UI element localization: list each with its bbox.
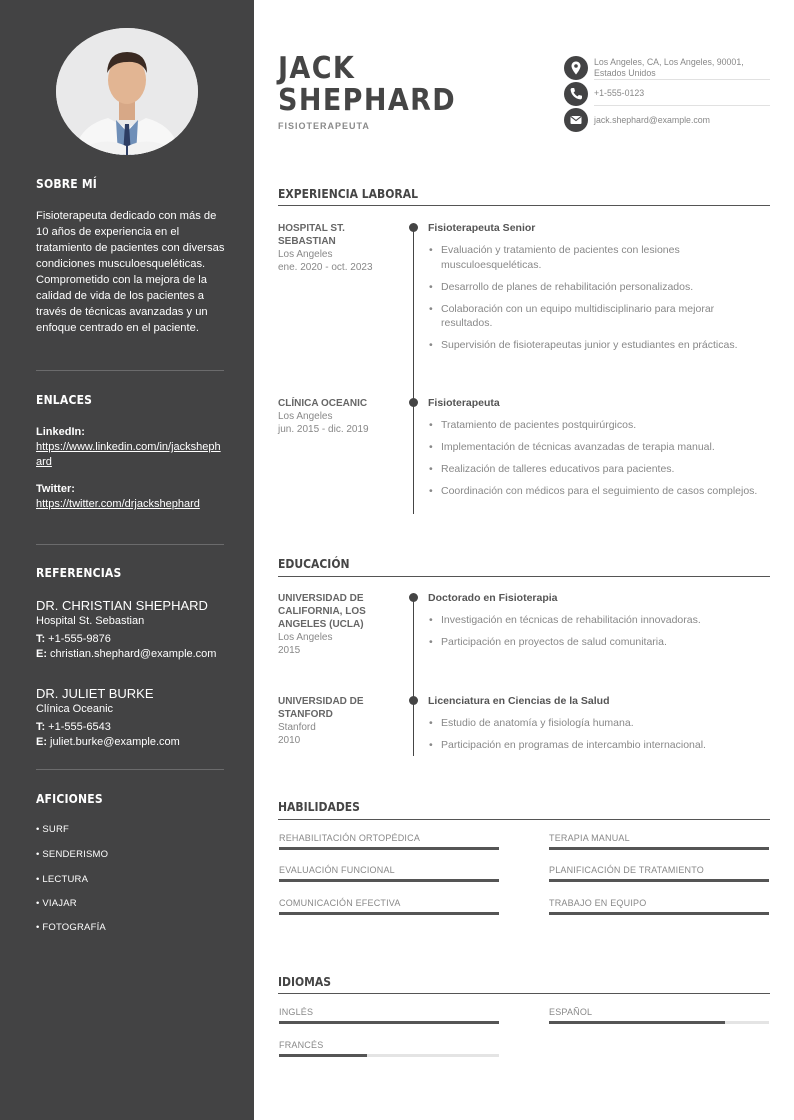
hobby-item: • VIAJAR — [36, 898, 77, 909]
contact-divider — [594, 105, 770, 106]
hobbies-title: AFICIONES — [36, 792, 103, 806]
list-item: • Supervisión de fisioterapeutas junior y estudiantes en prácticas. — [428, 338, 768, 353]
phone-text[interactable]: +1-555-0123 — [594, 88, 645, 98]
references-title: REFERENCIAS — [36, 566, 122, 580]
avatar-portrait-icon — [56, 28, 198, 155]
section-divider — [278, 819, 770, 820]
link-label: Twitter: — [36, 483, 75, 495]
experience-item — [428, 222, 768, 360]
skill-bar — [549, 912, 769, 915]
about-text: Fisioterapeuta dedicado con más de 10 años de experiencia en el tratamiento de pacientes con diversas condiciones musculoesqueléticas. Comprometido con la mejora de la calidad de vida de los pacientes a través de técnicas avanzadas y un enfoque centrado en el paciente. — [36, 210, 225, 334]
link-label: LinkedIn: — [36, 426, 85, 438]
phone-icon — [564, 82, 588, 106]
reference-company: Hospital St. Sebastian — [36, 615, 145, 627]
experience-title: EXPERIENCIA LABORAL — [278, 187, 418, 201]
list-item: • Estudio de anatomía y fisiología humana. — [428, 716, 768, 731]
skill-label: EVALUACIÓN FUNCIONAL — [279, 865, 395, 875]
reference-name: DR. JULIET BURKE — [36, 686, 154, 701]
link-linkedin — [36, 424, 226, 470]
sidebar-divider — [36, 769, 224, 770]
education-degree: Doctorado en Fisioterapia — [428, 592, 558, 604]
experience-timeline — [413, 228, 414, 514]
sidebar — [0, 0, 254, 1120]
skill-item — [549, 833, 769, 850]
reference-item — [36, 597, 226, 662]
language-item — [279, 1040, 499, 1057]
hobby-item: • FOTOGRAFÍA — [36, 922, 106, 933]
language-item — [549, 1007, 769, 1024]
education-org: UNIVERSIDAD DE STANFORD Stanford 2010 — [278, 696, 364, 746]
language-item — [279, 1007, 499, 1024]
linkedin-link[interactable]: https://www.linkedin.com/in/jackshephard — [36, 441, 221, 468]
email-text[interactable]: jack.shephard@example.com — [594, 115, 711, 125]
list-item: • Realización de talleres educativos para pacientes. — [428, 462, 768, 477]
about-title: SOBRE MÍ — [36, 177, 97, 191]
education-timeline — [413, 598, 414, 756]
job-title: FISIOTERAPEUTA — [278, 121, 370, 131]
list-item: • Implementación de técnicas avanzadas de terapia manual. — [428, 440, 768, 455]
timeline-dot — [409, 223, 418, 232]
skill-label: REHABILITACIÓN ORTOPÉDICA — [279, 833, 421, 843]
skill-bar — [549, 847, 769, 850]
links-title: ENLACES — [36, 393, 93, 407]
twitter-link[interactable]: https://twitter.com/drjackshephard — [36, 498, 200, 510]
education-item — [428, 592, 768, 657]
experience-org: CLÍNICA OCEANIC Los Angeles jun. 2015 - dic. 2019 — [278, 398, 369, 435]
reference-phone: T: +1-555-9876 — [36, 633, 111, 645]
language-bar — [279, 1054, 499, 1057]
language-label: FRANCÉS — [279, 1040, 324, 1050]
reference-email: E: juliet.burke@example.com — [36, 736, 180, 748]
skill-item — [279, 833, 499, 850]
education-item — [428, 695, 768, 760]
reference-email: E: christian.shephard@example.com — [36, 648, 217, 660]
skill-label: TRABAJO EN EQUIPO — [549, 898, 647, 908]
list-item: • Evaluación y tratamiento de pacientes con lesiones musculoesqueléticas. — [428, 243, 768, 272]
hobby-item: • LECTURA — [36, 874, 89, 885]
timeline-dot — [409, 696, 418, 705]
full-name: JACK SHEPHARD — [278, 51, 457, 118]
reference-phone: T: +1-555-6543 — [36, 721, 111, 733]
location-icon — [564, 56, 588, 80]
list-item: • Desarrollo de planes de rehabilitación personalizados. — [428, 280, 768, 295]
languages-title: IDIOMAS — [278, 975, 332, 989]
section-divider — [278, 993, 770, 994]
experience-org: HOSPITAL ST. SEBASTIAN Los Angeles ene. 2020 - oct. 2023 — [278, 223, 373, 273]
skill-item — [279, 865, 499, 882]
timeline-dot — [409, 398, 418, 407]
skill-bar — [279, 912, 499, 915]
skill-label: TERAPIA MANUAL — [549, 833, 630, 843]
list-item: • Participación en programas de intercambio internacional. — [428, 738, 768, 753]
language-label: INGLÉS — [279, 1007, 314, 1017]
contact-divider — [594, 79, 770, 80]
reference-item — [36, 685, 226, 750]
experience-role: Fisioterapeuta — [428, 397, 500, 409]
education-degree: Licenciatura en Ciencias de la Salud — [428, 695, 610, 707]
skills-title: HABILIDADES — [278, 800, 360, 814]
hobby-item: • SENDERISMO — [36, 849, 109, 860]
hobby-item: • SURF — [36, 824, 70, 835]
address-text: Los Angeles, CA, Los Angeles, 90001, Estados Unidos — [594, 57, 744, 78]
experience-role: Fisioterapeuta Senior — [428, 222, 536, 234]
section-divider — [278, 205, 770, 206]
email-icon — [564, 108, 588, 132]
education-org: UNIVERSIDAD DE CALIFORNIA, LOS ANGELES (UCLA) Los Angeles 2015 — [278, 593, 366, 656]
link-twitter — [36, 481, 226, 512]
skill-item — [549, 898, 769, 915]
timeline-dot — [409, 593, 418, 602]
language-bar — [549, 1021, 769, 1024]
skill-item — [279, 898, 499, 915]
skill-bar — [549, 879, 769, 882]
reference-name: DR. CHRISTIAN SHEPHARD — [36, 598, 208, 613]
list-item: • Participación en proyectos de salud comunitaria. — [428, 635, 768, 650]
list-item: • Tratamiento de pacientes postquirúrgicos. — [428, 418, 768, 433]
language-label: ESPAÑOL — [549, 1007, 593, 1017]
list-item: • Investigación en técnicas de rehabilitación innovadoras. — [428, 613, 768, 628]
list-item: • Coordinación con médicos para el seguimiento de casos complejos. — [428, 484, 768, 499]
sidebar-divider — [36, 370, 224, 371]
reference-company: Clínica Oceanic — [36, 703, 114, 715]
skill-bar — [279, 847, 499, 850]
profile-photo — [56, 28, 198, 155]
skill-bar — [279, 879, 499, 882]
skill-label: COMUNICACIÓN EFECTIVA — [279, 898, 401, 908]
sidebar-divider — [36, 544, 224, 545]
language-bar — [279, 1021, 499, 1024]
education-title: EDUCACIÓN — [278, 557, 350, 571]
list-item: • Colaboración con un equipo multidisciplinario para mejorar resultados. — [428, 302, 768, 331]
skill-item — [549, 865, 769, 882]
skill-label: PLANIFICACIÓN DE TRATAMIENTO — [549, 865, 704, 875]
section-divider — [278, 576, 770, 577]
experience-item — [428, 397, 768, 506]
